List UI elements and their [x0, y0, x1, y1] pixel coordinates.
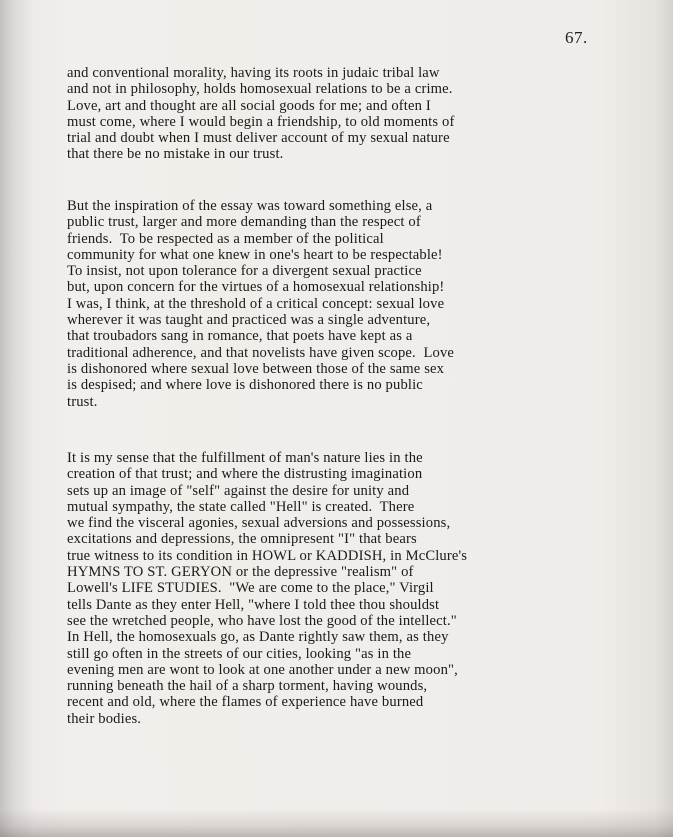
text-line: we find the visceral agonies, sexual adversions and possessions, [67, 515, 451, 532]
text-line: trust. [67, 393, 98, 410]
text-line: But the inspiration of the essay was toward something else, a [67, 198, 433, 214]
text-line: still go often in the streets of our cities, looking "as in the [67, 645, 412, 662]
text-line: running beneath the hail of a sharp torment, having wounds, [67, 678, 428, 695]
text-line: mutual sympathy, the state called "Hell" is created. There [67, 498, 415, 515]
text-line: To insist, not upon tolerance for a divergent sexual practice [67, 263, 422, 280]
text-line: friends. To be respected as a member of the political [67, 230, 384, 247]
text-line: In Hell, the homosexuals go, as Dante rightly saw them, as they [67, 629, 449, 646]
text-line: that troubadors sang in romance, that poets have kept as a [67, 328, 413, 345]
text-line: evening men are wont to look at one another under a new moon", [67, 661, 458, 678]
text-line: traditional adherence, and that novelists have given scope. Love [67, 344, 455, 361]
text-line: see the wretched people, who have lost the good of the intellect." [67, 612, 457, 629]
text-line: that there be no mistake in our trust. [67, 146, 284, 163]
text-line: is dishonored where sexual love between those of the same sex [67, 360, 445, 377]
text-line: excitations and depressions, the omnipresent "I" that bears [67, 531, 417, 548]
text-line: trial and doubt when I must deliver account of my sexual nature [67, 130, 450, 147]
text-line: must come, where I would begin a friendship, to old moments of [67, 113, 455, 130]
paragraph-1 [67, 65, 627, 163]
text-line: I was, I think, at the threshold of a critical concept: sexual love [67, 295, 445, 312]
text-line: community for what one knew in one's heart to be respectable! [67, 246, 443, 263]
text-line: is despised; and where love is dishonored there is no public [67, 377, 423, 394]
text-line: It is my sense that the fulfillment of man's nature lies in the [67, 450, 423, 466]
text-line: true witness to its condition in HOWL or KADDISH, in McClure's [67, 547, 468, 564]
page-bottom-shadow [0, 809, 673, 837]
text-line: but, upon concern for the virtues of a homosexual relationship! [67, 279, 445, 296]
text-line: public trust, larger and more demanding than the respect of [67, 214, 421, 231]
paragraph-2 [67, 198, 627, 410]
text-line: and conventional morality, having its roots in judaic tribal law [67, 65, 440, 81]
text-line: tells Dante as they enter Hell, "where I told thee thou shouldst [67, 596, 440, 613]
text-line: wherever it was taught and practiced was a single adventure, [67, 312, 431, 329]
paragraph-3 [67, 450, 627, 727]
text-line: HYMNS TO ST. GERYON or the depressive "realism" of [67, 564, 414, 581]
text-line: creation of that trust; and where the distrusting imagination [67, 466, 423, 483]
text-line: sets up an image of "self" against the desire for unity and [67, 482, 410, 499]
text-line: their bodies. [67, 710, 142, 727]
text-line: Love, art and thought are all social goods for me; and often I [67, 97, 431, 114]
text-line: and not in philosophy, holds homosexual relations to be a crime. [67, 81, 453, 98]
text-line: Lowell's LIFE STUDIES. "We are come to the place," Virgil [67, 580, 434, 597]
text-line: recent and old, where the flames of experience have burned [67, 694, 424, 711]
page-number: 67. [565, 28, 588, 47]
